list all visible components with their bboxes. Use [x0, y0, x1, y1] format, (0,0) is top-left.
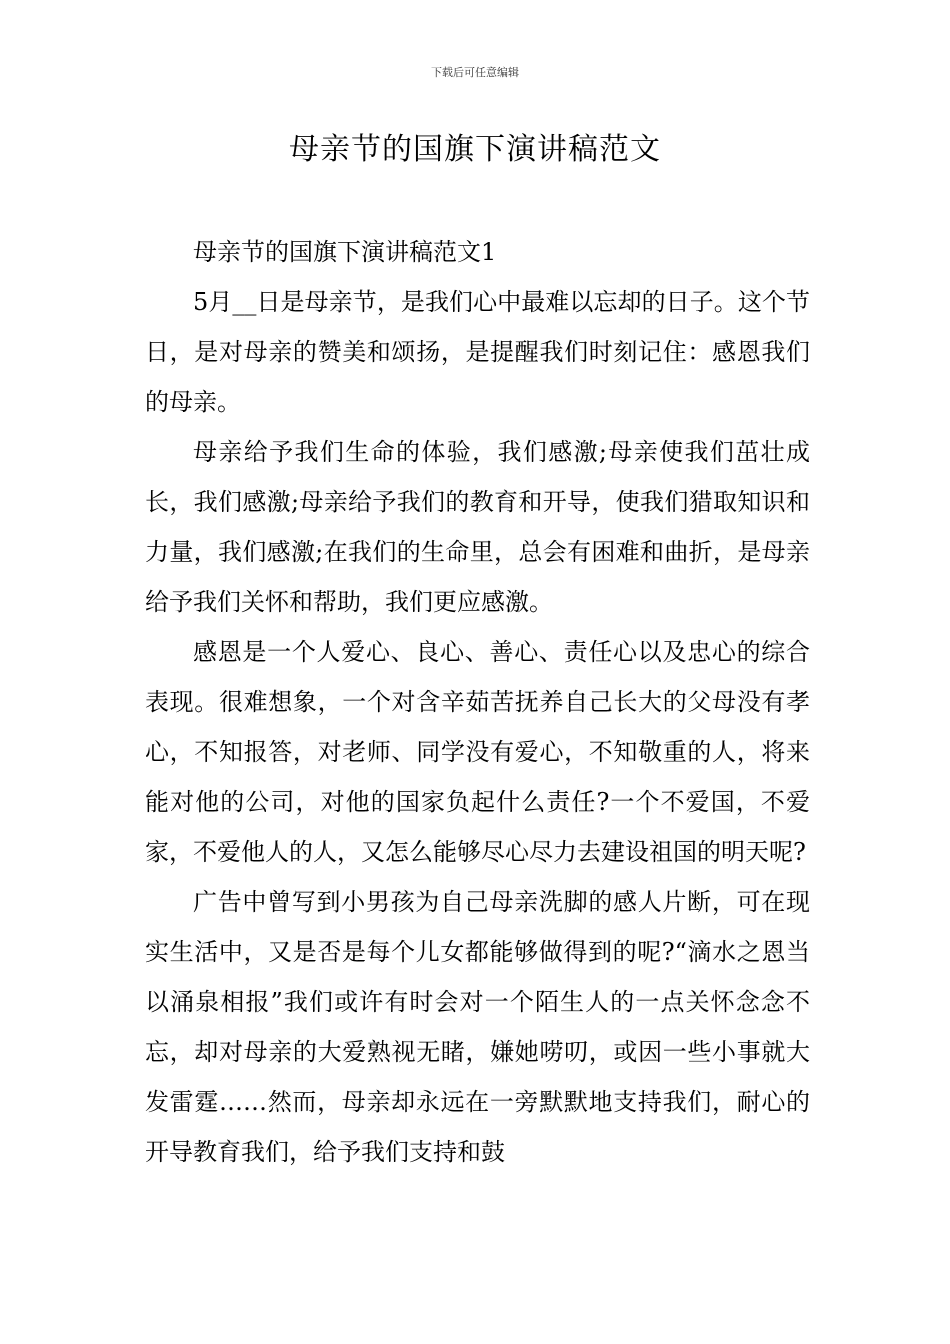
paragraph: 母亲给予我们生命的体验，我们感激;母亲使我们茁壮成长，我们感激;母亲给予我们的教育和开导，使我们猎取知识和力量，我们感激;在我们的生命里，总会有困难和曲折，是母亲给予我们关怀和帮助，我们更应感激。 [145, 438, 810, 616]
header-note: 下载后可任意编辑 [431, 66, 519, 79]
paragraph-subtitle: 母亲节的国旗下演讲稿范文1 [193, 238, 497, 266]
paragraph: 5月__日是母亲节，是我们心中最难以忘却的日子。这个节日，是对母亲的赞美和颂扬，是提醒我们时刻记住：感恩我们的母亲。 [145, 288, 810, 416]
paragraph: 感恩是一个人爱心、良心、善心、责任心以及忠心的综合表现。很难想象，一个对含辛茹苦抚养自己长大的父母没有孝心，不知报答，对老师、同学没有爱心，不知敬重的人，将来能对他的公司，对他的国家负起什么责任?一个不爱国，不爱家，不爱他人的人，又怎么能够尽心尽力去建设祖国的明天呢? [145, 638, 810, 866]
document-body [145, 227, 810, 1177]
paragraph: 广告中曾写到小男孩为自己母亲洗脚的感人片断，可在现实生活中，又是否是每个儿女都能够做得到的呢?“滴水之恩当以涌泉相报”我们或许有时会对一个陌生人的一点关怀念念不忘，却对母亲的大爱熟视无睹，嫌她唠叨，或因一些小事就大发雷霆……然而，母亲却永远在一旁默默地支持我们，耐心的开导教育我们，给予我们支持和鼓 [145, 888, 810, 1166]
document-title: 母亲节的国旗下演讲稿范文 [289, 132, 661, 167]
